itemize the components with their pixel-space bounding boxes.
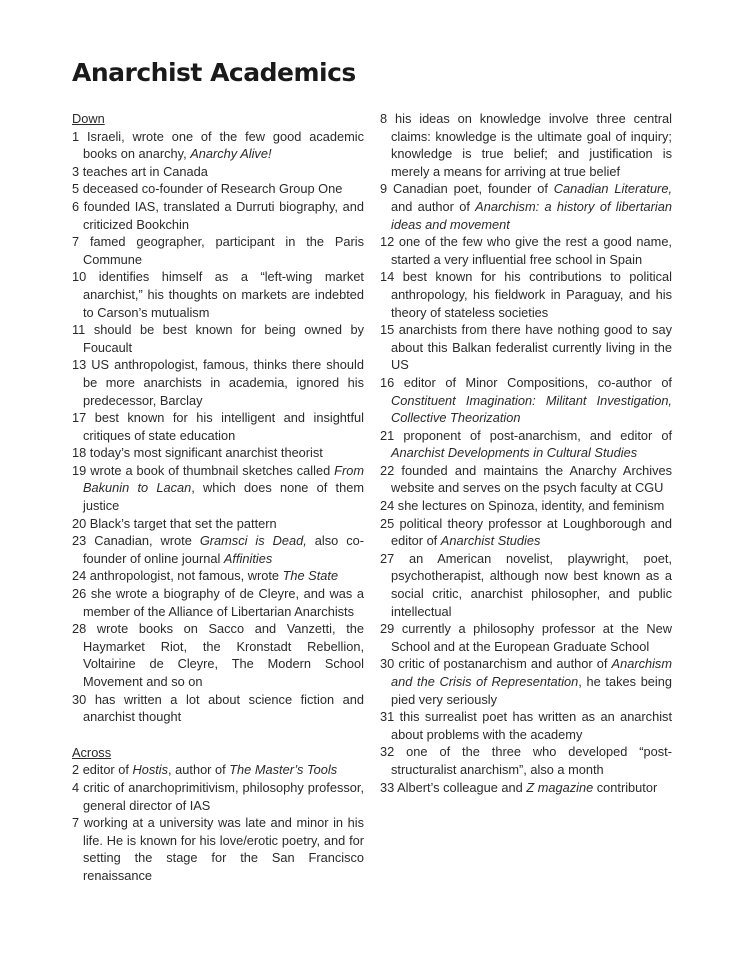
clue-number: 24	[380, 498, 395, 514]
down-clue-26	[72, 585, 364, 620]
clue-number: 2	[72, 762, 80, 778]
clue-title-italic: Z magazine	[526, 779, 594, 795]
across-clue-list-continued	[380, 110, 672, 796]
clue-number: 23	[72, 533, 87, 549]
clue-number: 18	[72, 445, 87, 461]
across-clue-22	[380, 462, 672, 497]
down-clue-3	[72, 163, 364, 181]
across-clue-25	[380, 515, 672, 550]
across-clue-33	[380, 779, 672, 797]
clue-title-italic: Canadian Literature,	[553, 181, 672, 197]
clue-number: 32	[380, 744, 395, 760]
clue-number: 6	[72, 198, 80, 214]
across-clue-2	[72, 761, 364, 779]
across-clue-32	[380, 743, 672, 778]
across-clue-8	[380, 110, 672, 180]
clue-number: 30	[72, 691, 87, 707]
clue-text: editor of	[82, 762, 133, 778]
clue-number: 21	[380, 427, 395, 443]
clue-text: critic of anarchoprimitivism, philosophy professor, general director of IAS	[83, 779, 364, 813]
down-clue-11	[72, 321, 364, 356]
clue-number: 19	[72, 462, 87, 478]
clue-title-italic: Anarchism and the Crisis of Representation	[391, 656, 672, 689]
clue-text: proponent of post-anarchism, and editor of	[403, 427, 673, 443]
left-column	[72, 110, 364, 885]
across-clue-15	[380, 321, 672, 374]
across-clue-7	[72, 814, 364, 884]
clue-number: 20	[72, 515, 87, 531]
clue-text: one of the few who give the rest a good name, started a very influential free school in Spain	[391, 234, 672, 267]
down-clue-17	[72, 409, 364, 444]
clue-text: Canadian, wrote	[94, 533, 200, 549]
clue-text: deceased co-founder of Research Group One	[82, 181, 343, 197]
clue-text: , he takes being pied very seriously	[391, 674, 673, 707]
right-column	[380, 110, 672, 796]
clue-number: 14	[380, 269, 395, 285]
clue-text: this surrealist poet has written as an anarchist about problems with the academy	[391, 709, 672, 742]
clue-text: has written a lot about science fiction and anarchist thought	[83, 691, 364, 725]
clue-text: best known for his intelligent and insightful critiques of state education	[83, 410, 364, 443]
clue-text: critic of postanarchism and author of	[398, 656, 612, 672]
down-clue-1	[72, 128, 364, 163]
clue-text: she wrote a biography of de Cleyre, and was a member of the Alliance of Libertarian Anarchists	[83, 586, 364, 619]
clue-number: 10	[72, 269, 87, 285]
clue-text: and author of	[391, 198, 476, 214]
clue-text: Black’s target that set the pattern	[89, 515, 277, 531]
clue-text: Canadian poet, founder of	[392, 181, 554, 197]
down-clue-13	[72, 356, 364, 409]
down-clue-5	[72, 180, 364, 198]
clue-text: best known for his contributions to political anthropology, his fieldwork in Paraguay, and his theory of stateless societies	[391, 269, 672, 320]
clue-text: teaches art in Canada	[82, 163, 208, 179]
clue-text: also co-founder of online journal	[83, 533, 364, 566]
clue-number: 25	[380, 515, 395, 531]
clue-number: 7	[72, 815, 80, 831]
clue-title-italic: Anarchist Studies	[440, 533, 541, 549]
across-clue-31	[380, 708, 672, 743]
clue-text: anarchists from there have nothing good to say about this Balkan federalist currently living in the US	[391, 322, 673, 373]
clue-number: 28	[72, 621, 87, 637]
clue-text: identifies himself as a “left-wing market anarchist,” his thoughts on markets are indebted to Carson’s mutualism	[83, 269, 364, 320]
clue-title-italic: Anarchism: a history of libertarian ideas and movement	[391, 198, 672, 232]
clue-number: 3	[72, 163, 80, 179]
clue-title-italic: Constituent Imagination: Militant Investigation, Collective Theorization	[391, 392, 672, 426]
clue-text: today’s most significant anarchist theorist	[89, 445, 323, 461]
across-clue-29	[380, 620, 672, 655]
clue-title-italic: The Master’s Tools	[229, 762, 338, 778]
across-heading: Across	[72, 744, 112, 760]
clue-number: 13	[72, 357, 87, 373]
clue-number: 5	[72, 181, 80, 197]
clue-number: 24	[72, 568, 87, 584]
clue-number: 33	[380, 779, 395, 795]
clue-text: US anthropologist, famous, thinks there should be more anarchists in academia, ignored his predecessor, Barclay	[83, 357, 364, 408]
clue-number: 11	[72, 322, 86, 338]
page-title: Anarchist Academics	[72, 58, 356, 87]
clue-text: she lectures on Spinoza, identity, and feminism	[397, 498, 665, 514]
across-clue-list	[72, 761, 364, 884]
down-clue-list	[72, 128, 364, 726]
clue-text: contributor	[593, 779, 658, 795]
across-clue-14	[380, 268, 672, 321]
clue-text: wrote a book of thumbnail sketches called	[90, 462, 335, 478]
clue-title-italic: Gramsci is Dead,	[199, 533, 307, 549]
clue-number: 16	[380, 374, 395, 390]
clue-text: famed geographer, participant in the Paris Commune	[83, 234, 364, 267]
clue-number: 15	[380, 322, 395, 338]
clue-title-italic: The State	[282, 568, 339, 584]
clue-text: founded IAS, translated a Durruti biography, and criticized Bookchin	[83, 198, 364, 232]
clue-text: founded and maintains the Anarchy Archives website and serves on the psych faculty at CGU	[391, 462, 672, 496]
across-clue-12	[380, 233, 672, 268]
clue-number: 4	[72, 779, 80, 795]
across-clue-27	[380, 550, 672, 620]
clue-text: wrote books on Sacco and Vanzetti, the Haymarket Riot, the Kronstadt Rebellion, Voltairine de Cleyre, The Modern School Movement and so on	[83, 621, 364, 689]
clue-title-italic: Anarchist Developments in Cultural Studies	[391, 445, 638, 461]
down-clue-7	[72, 233, 364, 268]
clue-text: anthropologist, not famous, wrote	[89, 568, 283, 584]
clue-number: 1	[72, 128, 80, 144]
across-clue-24	[380, 497, 672, 515]
down-clue-30	[72, 691, 364, 726]
down-clue-28	[72, 620, 364, 690]
clue-number: 17	[72, 410, 87, 426]
down-clue-18	[72, 444, 364, 462]
clue-number: 7	[72, 234, 80, 250]
clue-text: political theory professor at Loughborough and editor of	[391, 515, 673, 549]
clue-text: working at a university was late and minor in his life. He is known for his love/erotic poetry, and for setting the stage for the San Francisco renaissance	[83, 815, 364, 883]
clue-text: editor of Minor Compositions, co-author of	[403, 374, 672, 390]
clue-number: 9	[380, 181, 388, 197]
across-clue-16	[380, 374, 672, 427]
clue-number: 12	[380, 234, 395, 250]
clue-number: 30	[380, 656, 395, 672]
clue-title-italic: From Bakunin to Lacan	[83, 462, 364, 496]
across-clue-30	[380, 655, 672, 708]
across-clue-21	[380, 427, 672, 462]
down-heading: Down	[72, 111, 105, 126]
clue-number: 26	[72, 586, 87, 602]
down-clue-6	[72, 198, 364, 233]
clue-text: Albert’s colleague and	[397, 779, 527, 795]
across-clue-4	[72, 779, 364, 814]
clue-text: his ideas on knowledge involve three central claims: knowledge is the ultimate goal of inquiry; knowledge is true belief; and justification is merely a means for arriving at true belief	[391, 111, 672, 179]
across-clue-9	[380, 180, 672, 233]
clue-text: should be best known for being owned by Foucault	[83, 322, 364, 355]
clue-number: 31	[380, 709, 395, 725]
down-clue-19	[72, 462, 364, 515]
down-clue-10	[72, 268, 364, 321]
down-clue-24	[72, 567, 364, 585]
clue-text: , author of	[168, 762, 230, 778]
clue-title-italic: Affinities	[223, 550, 273, 566]
clue-number: 29	[380, 621, 395, 637]
clue-text: one of the three who developed “post-structuralist anarchism”, also a month	[391, 744, 672, 777]
clue-text: an American novelist, playwright, poet, psychotherapist, although now best known as a social critic, anarchist philosopher, and public intellectual	[391, 550, 673, 619]
clue-number: 22	[380, 462, 395, 478]
clue-text: , which does none of them justice	[83, 480, 364, 514]
down-clue-23	[72, 532, 364, 567]
clue-text: currently a philosophy professor at the New School and at the European Graduate School	[391, 621, 673, 654]
down-clue-20	[72, 515, 364, 533]
clue-number: 27	[380, 550, 395, 566]
clue-title-italic: Anarchy Alive!	[190, 146, 272, 162]
clue-title-italic: Hostis	[132, 762, 169, 778]
clue-text: Israeli, wrote one of the few good academic books on anarchy,	[83, 128, 364, 162]
clue-number: 8	[380, 111, 388, 126]
